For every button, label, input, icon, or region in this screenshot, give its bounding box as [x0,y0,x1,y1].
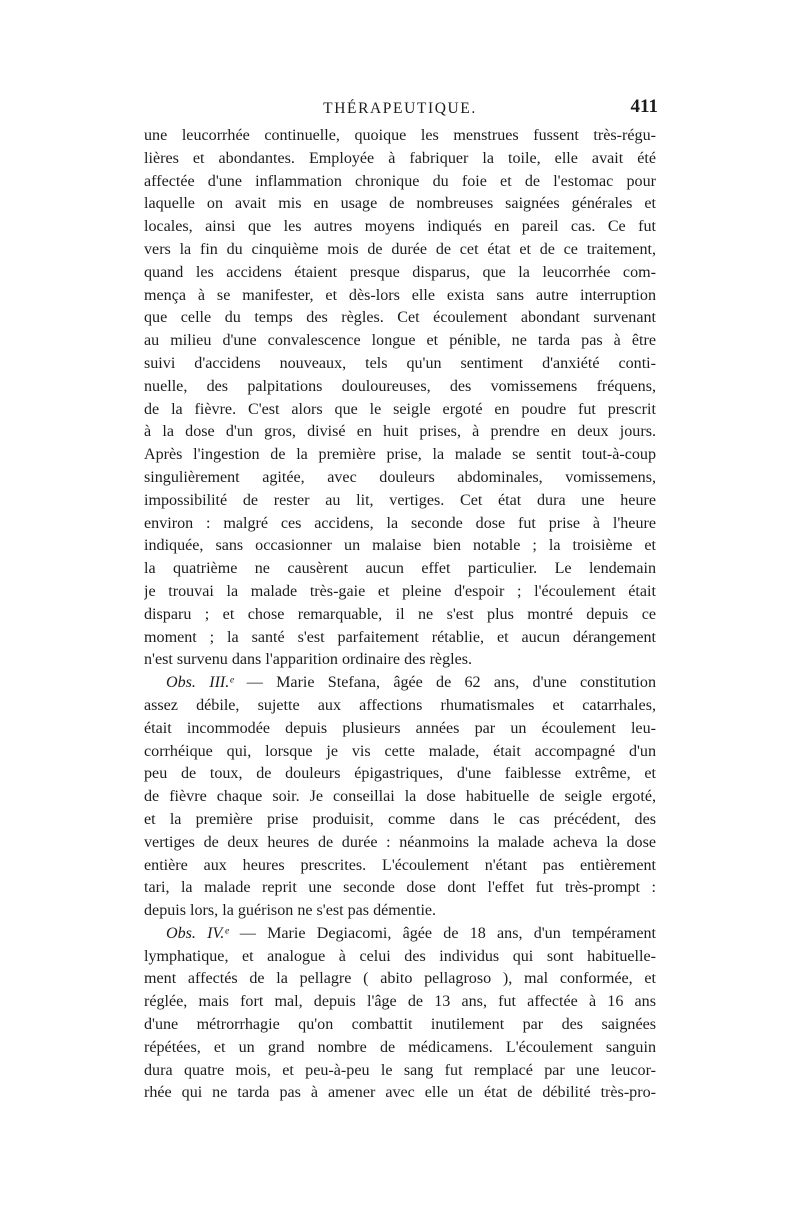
line-text: et la première prise produisit, comme dans le cas précédent, des [144,810,656,828]
text-line [144,490,656,513]
text-line [144,535,656,558]
text-line [144,376,656,399]
line-text: vers la fin du cinquième mois de durée de cet état et de ce traitement, [144,240,656,258]
text-line [144,741,656,764]
line-text: affectée d'une inflammation chronique du foie et de l'estomac pour [144,172,656,190]
line-text: dura quatre mois, et peu-à-peu le sang fut remplacé par une leucor- [144,1061,656,1079]
text-line [144,216,656,239]
text-line [144,672,656,695]
line-text: indiquée, sans occasionner un malaise bien notable ; la troisième et [144,537,656,555]
line-text: entière aux heures prescrites. L'écoulement n'étant pas entièrement [144,856,656,874]
line-text: de la fièvre. C'est alors que le seigle ergoté en poudre fut prescrit [144,400,656,418]
line-text: une leucorrhée continuelle, quoique les menstrues fussent très-régu- [144,127,656,144]
text-line [144,125,656,148]
line-text: ment affectés de la pellagre ( abito pellagroso ), mal conformée, et [144,970,656,988]
text-line [144,695,656,718]
text-line [144,923,656,946]
line-text: au milieu d'une convalescence longue et pénible, ne tarda pas à être [144,332,656,350]
text-line [144,1014,656,1037]
line-text: répétées, et un grand nombre de médicamens. L'écoulement sanguin [144,1038,656,1056]
line-text: Après l'ingestion de la première prise, la malade se sentit tout-à-coup [144,446,656,464]
text-line [144,968,656,991]
text-line [144,832,656,855]
text-line [144,946,656,969]
line-text: tari, la malade reprit une seconde dose dont l'effet fut très-prompt : [144,879,656,897]
line-text: impossibilité de rester au lit, vertiges. Cet état dura une heure [144,491,656,509]
text-line [144,991,656,1014]
running-title: THÉRAPEUTIQUE. [323,100,477,117]
line-text: depuis lors, la guérison ne s'est pas démentie. [144,902,437,920]
text-line [144,513,656,536]
running-head [142,96,658,124]
text-line [144,581,656,604]
text-line [144,1060,656,1083]
line-text: assez débile, sujette aux affections rhumatismales et catarrhales, [144,696,656,714]
text-line [144,171,656,194]
line-text: je trouvai la malade très-gaie et pleine d'espoir ; l'écoulement était [144,582,656,600]
text-line [144,604,656,627]
line-text: rhée qui ne tarda pas à amener avec elle un état de débilité très-pro- [144,1084,656,1102]
line-text: n'est survenu dans l'apparition ordinaire des règles. [144,651,473,669]
line-text: à la dose d'un gros, divisé en huit prises, à prendre en deux jours. [144,423,656,441]
line-text: que celle du temps des règles. Cet écoulement abondant survenant [144,309,656,327]
line-text: disparu ; et chose remarquable, il ne s'est plus montré depuis ce [144,605,656,623]
text-line [144,262,656,285]
line-text: moment ; la santé s'est parfaitement rétablie, et aucun dérangement [144,628,656,646]
line-text: mença à se manifester, et dès-lors elle exista sans autre interruption [144,286,656,304]
line-text: d'une métrorrhagie qu'on combattit inutilement par des saignées [144,1016,656,1034]
text-line [144,307,656,330]
text-line [144,421,656,444]
line-text: quand les accidens étaient presque disparus, que la leucorrhée com- [144,263,656,281]
text-line [144,763,656,786]
text-line [144,467,656,490]
body-text [144,125,656,1105]
text-line [144,627,656,650]
line-text: était incommodée depuis plusieurs années par un écoulement leu- [144,719,656,737]
line-text: nuelle, des palpitations douloureuses, des vomissemens fréquens, [144,377,656,395]
line-text: lières et abondantes. Employée à fabriquer la toile, elle avait été [144,149,656,167]
line-text: lymphatique, et analogue à celui des individus qui sont habituelle- [144,947,656,965]
text-line [144,353,656,376]
text-line [144,148,656,171]
page-number: 411 [630,96,658,117]
line-text: — Marie Stefana, âgée de 62 ans, d'une constitution [233,674,656,692]
text-line [144,558,656,581]
line-text: peu de toux, de douleurs épigastriques, d'une faiblesse extrême, et [144,765,656,783]
line-text: locales, ainsi que les autres moyens indiqués en pareil cas. Ce fut [144,218,656,236]
line-text: réglée, mais fort mal, depuis l'âge de 13 ans, fut affectée à 16 ans [144,993,656,1011]
text-line [144,330,656,353]
text-line [144,285,656,308]
text-line [144,239,656,262]
line-text: suivi d'accidens nouveaux, tels qu'un sentiment d'anxiété conti- [144,354,656,372]
line-text: vertiges de deux heures de durée : néanmoins la malade acheva la dose [144,833,656,851]
text-line [144,877,656,900]
line-text: corrhéique qui, lorsque je vis cette malade, était accompagné d'un [144,742,656,760]
line-text: de fièvre chaque soir. Je conseillai la dose habituelle de seigle ergoté, [144,788,656,806]
text-line [144,855,656,878]
text-line [144,1082,656,1105]
text-line [144,444,656,467]
line-text: environ : malgré ces accidens, la seconde dose fut prise à l'heure [144,514,656,532]
text-line [144,193,656,216]
observation-label: Obs. IV.ᵉ [166,924,229,942]
text-line [144,900,656,923]
text-line [144,649,656,672]
text-line [144,809,656,832]
line-text: singulièrement agitée, avec douleurs abdominales, vomissemens, [144,468,656,486]
line-text: laquelle on avait mis en usage de nombreuses saignées générales et [144,195,656,213]
text-line [144,786,656,809]
text-line [144,399,656,422]
text-line [144,1037,656,1060]
text-line [144,718,656,741]
observation-label: Obs. III.ᵉ [166,674,234,692]
line-text: — Marie Degiacomi, âgée de 18 ans, d'un tempérament [228,924,656,942]
line-text: la quatrième ne causèrent aucun effet particulier. Le lendemain [144,560,656,578]
